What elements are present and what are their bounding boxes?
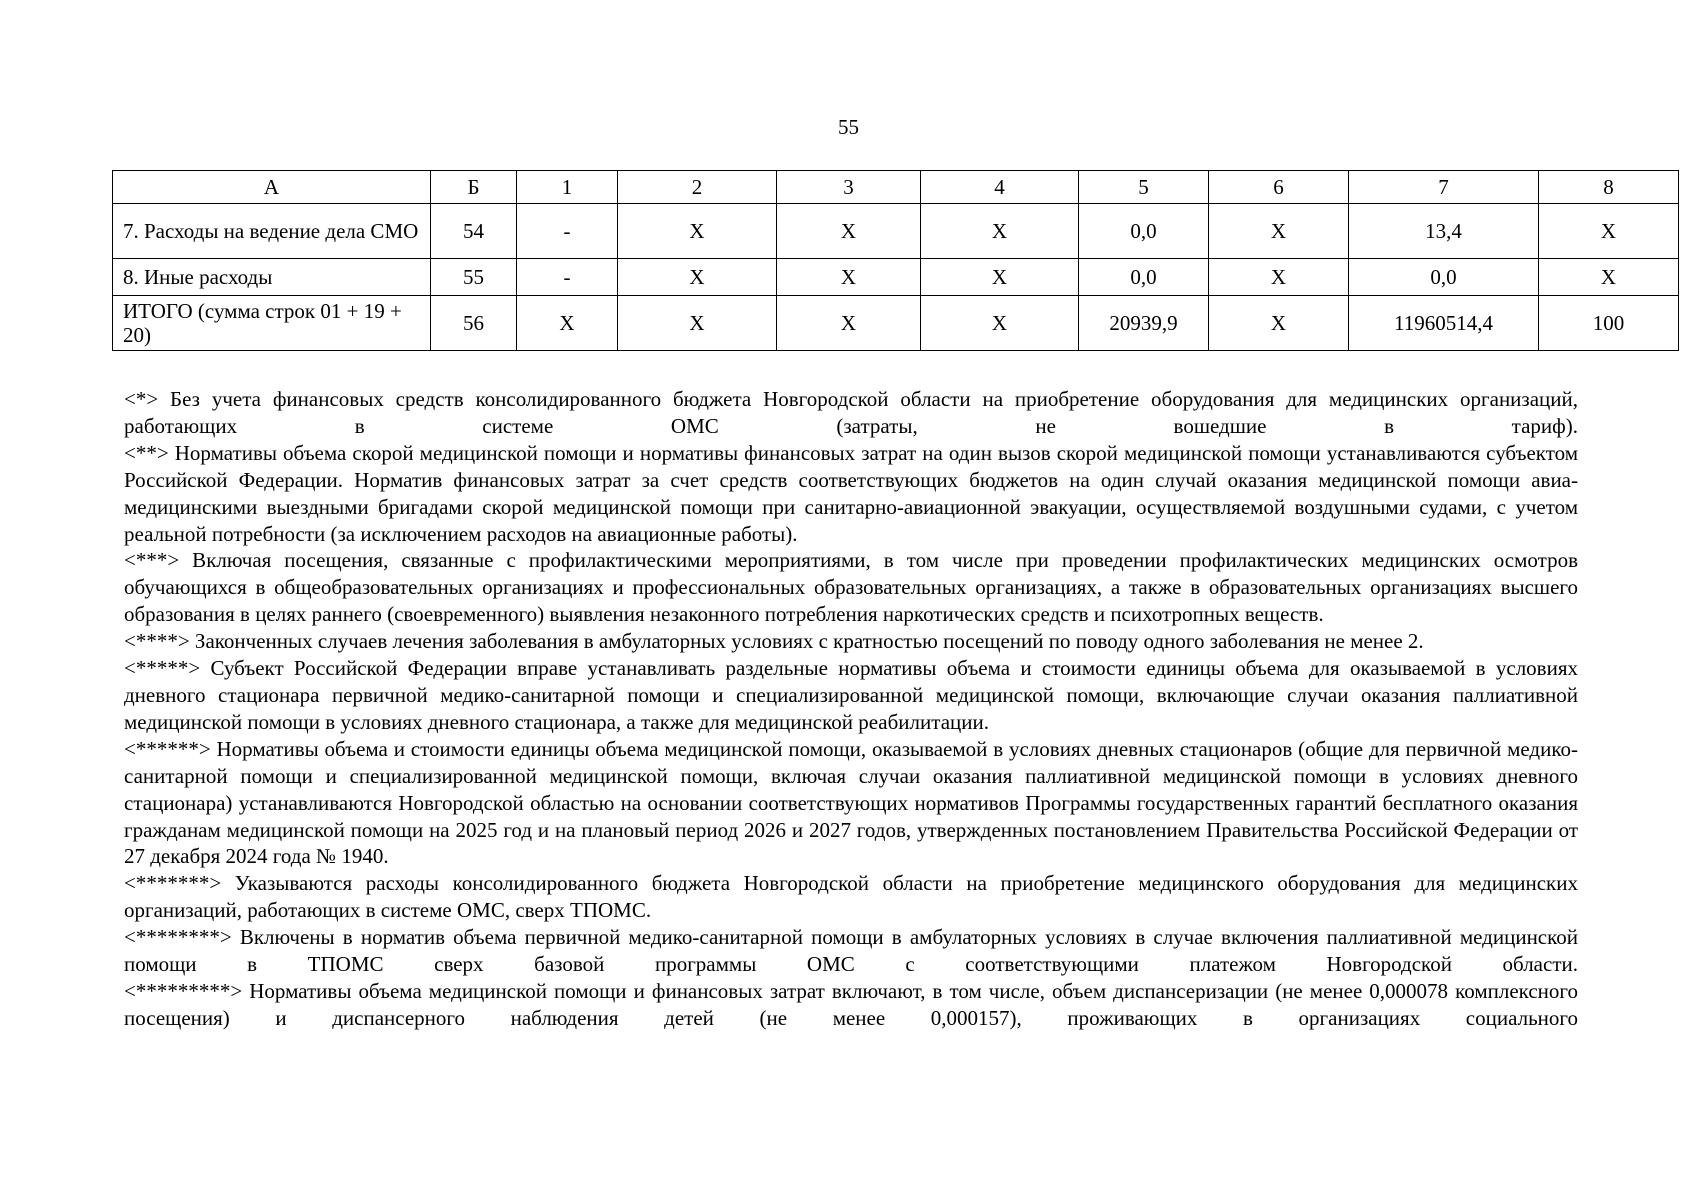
table-cell: Х <box>618 296 777 351</box>
footnote: <**> Нормативы объема скорой медицинской помощи и нормативы финансовых затрат на один вызов скорой медицинской помощи устанавливаются субъектом Российской Федерации. Норматив финансовых затрат за счет средств соответствующих бюджетов на один случай оказания медицинской помощи авиа-медицинскими выездными бригадами скорой медицинской помощи при санитарно-авиационной эвакуации, осуществляемой воздушными судами, с учетом реальной потребности (за исключением расходов на авиационные работы). <box>124 440 1578 546</box>
table-cell: 0,0 <box>1349 259 1539 296</box>
table-cell: - <box>517 259 618 296</box>
table-cell: Х <box>618 259 777 296</box>
table-cell: Х <box>921 296 1079 351</box>
table-cell: 56 <box>431 296 517 351</box>
table-row <box>113 204 1679 259</box>
footnote: <*********> Нормативы объема медицинской помощи и финансовых затрат включают, в том числе, объем диспансеризации (не менее 0,000078 комплексного посещения) и диспансерного наблюдения детей (не менее 0,000157), проживающих в организациях социального <box>124 978 1578 1030</box>
table-header-cell: 3 <box>777 171 921 204</box>
expenses-table <box>112 170 1679 351</box>
table-cell: Х <box>921 204 1079 259</box>
table-cell: Х <box>777 259 921 296</box>
table-header-cell: 6 <box>1209 171 1349 204</box>
table-cell: 0,0 <box>1079 259 1209 296</box>
table-cell: Х <box>517 296 618 351</box>
table-cell: 100 <box>1539 296 1679 351</box>
table-header-cell: 7 <box>1349 171 1539 204</box>
table-cell: Х <box>1209 259 1349 296</box>
footnote: <*****> Субъект Российской Федерации вправе устанавливать раздельные нормативы объема и стоимости единицы объема для оказываемой в условиях дневного стационара первичной медико-санитарной помощи и специализированной медицинской помощи, включающие случаи оказания паллиативной медицинской помощи в условиях дневного стационара, а также для медицинской реабилитации. <box>124 656 1578 734</box>
table-header-cell: А <box>113 171 431 204</box>
table-cell: Х <box>777 296 921 351</box>
table-row-total <box>113 296 1679 351</box>
table-cell: Х <box>1539 204 1679 259</box>
footnote: <****> Законченных случаев лечения заболевания в амбулаторных условиях с кратностью посещений по поводу одного заболевания не менее 2. <box>124 629 1424 654</box>
table-header-cell: 5 <box>1079 171 1209 204</box>
table-row <box>113 259 1679 296</box>
table-header-row <box>113 171 1679 204</box>
table-cell: - <box>517 204 618 259</box>
table-cell: 20939,9 <box>1079 296 1209 351</box>
table-header-cell: Б <box>431 171 517 204</box>
footnote: <***> Включая посещения, связанные с профилактическими мероприятиями, в том числе при проведении профилактических медицинских осмотров обучающихся в общеобразовательных организациях и профессиональных образовательных организациях, а также в образовательных организациях высшего образования в целях раннего (своевременного) выявления незаконного потребления наркотических средств и психотропных веществ. <box>124 548 1578 627</box>
table-cell: Х <box>921 259 1079 296</box>
footnotes <box>124 386 1578 1032</box>
footnote: <*******> Указываются расходы консолидированного бюджета Новгородской области на приобретение медицинского оборудования для медицинских организаций, работающих в системе ОМС, сверх ТПОМС. <box>124 871 1578 923</box>
table-cell: 13,4 <box>1349 204 1539 259</box>
table-cell: 0,0 <box>1079 204 1209 259</box>
table-cell: 55 <box>431 259 517 296</box>
row-label: 8. Иные расходы <box>113 259 431 296</box>
table-cell: Х <box>1539 259 1679 296</box>
table-cell: 54 <box>431 204 517 259</box>
table-cell: Х <box>777 204 921 259</box>
footnote: <********> Включены в норматив объема первичной медико-санитарной помощи в амбулаторных условиях в случае включения паллиативной медицинской помощи в ТПОМС сверх базовой программы ОМС с соответствующими платежом Новгородской области. <box>124 925 1578 977</box>
table-header-cell: 1 <box>517 171 618 204</box>
table-cell: Х <box>1209 296 1349 351</box>
row-label: 7. Расходы на ведение дела СМО <box>113 204 431 259</box>
page-number: 55 <box>838 115 859 139</box>
table-cell: Х <box>618 204 777 259</box>
footnote: <******> Нормативы объема и стоимости единицы объема медицинской помощи, оказываемой в условиях дневных стационаров (общие для первичной медико-санитарной помощи и специализированной медицинской помощи, включая случаи оказания паллиативной медицинской помощи в условиях дневного стационара) устанавливаются Новгородской областью на основании соответствующих нормативов Программы государственных гарантий бесплатного оказания гражданам медицинской помощи на 2025 год и на плановый период 2026 и 2027 годов, утвержденных постановлением Правительства Российской Федерации от 27 декабря 2024 года № 1940. <box>124 736 1578 869</box>
table-header-cell: 8 <box>1539 171 1679 204</box>
table-header-cell: 2 <box>618 171 777 204</box>
table-cell: 11960514,4 <box>1349 296 1539 351</box>
footnote: <*> Без учета финансовых средств консолидированного бюджета Новгородской области на приобретение оборудования для медицинских организаций, работающих в системе ОМС (затраты, не вошедшие в тариф). <box>124 387 1578 438</box>
table-cell: Х <box>1209 204 1349 259</box>
row-label: ИТОГО (сумма строк 01 + 19 + 20) <box>113 296 431 351</box>
table-header-cell: 4 <box>921 171 1079 204</box>
